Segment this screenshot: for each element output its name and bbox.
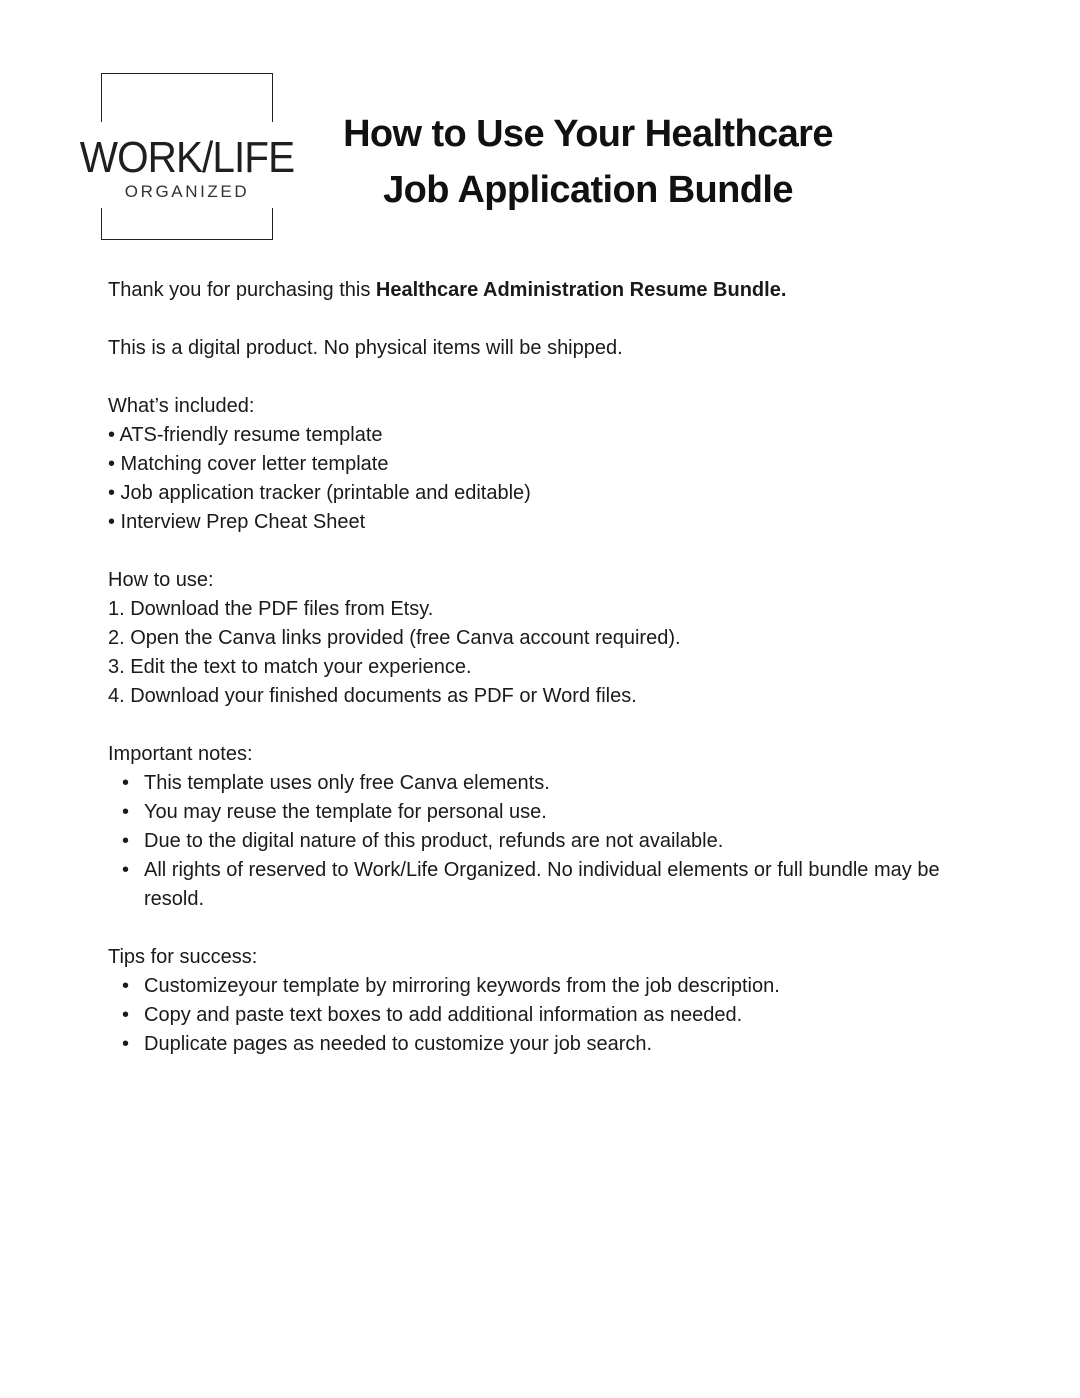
- page-title-line-1: How to Use Your Healthcare: [343, 113, 833, 155]
- notes-item: • This template uses only free Canva elements.: [144, 769, 988, 798]
- included-item: • Matching cover letter template: [108, 453, 389, 475]
- tips-heading: Tips for success:: [108, 946, 258, 968]
- document-body: [108, 276, 988, 1059]
- included-heading: What’s included:: [108, 395, 255, 417]
- intro-text: Thank you for purchasing this: [108, 279, 376, 301]
- logo-main-text: WORK/LIFE: [79, 133, 295, 182]
- how-to-use-step: 3. Edit the text to match your experience.: [108, 656, 472, 678]
- tips-list: [108, 972, 988, 1059]
- tips-item: • Copy and paste text boxes to add additional information as needed.: [144, 1001, 988, 1030]
- tips-item: • Customizeyour template by mirroring keywords from the job description.: [144, 972, 988, 1001]
- included-item: • Job application tracker (printable and editable): [108, 482, 531, 504]
- notes-item: • You may reuse the template for personal use.: [144, 798, 988, 827]
- included-item: • ATS-friendly resume template: [108, 424, 383, 446]
- page-title: [300, 106, 876, 218]
- included-item: • Interview Prep Cheat Sheet: [108, 511, 366, 533]
- notes-item: • All rights of reserved to Work/Life Organized. No individual elements or full bundle may be resold.: [144, 856, 988, 914]
- notes-list: [108, 769, 988, 914]
- product-name: Healthcare Administration Resume Bundle.: [375, 279, 787, 301]
- notes-heading: Important notes:: [108, 743, 253, 765]
- notes-item: • Due to the digital nature of this product, refunds are not available.: [144, 827, 988, 856]
- intro-paragraph: [108, 276, 988, 305]
- logo-sub-text: ORGANIZED: [124, 182, 250, 201]
- how-to-use-step: 1. Download the PDF files from Etsy.: [108, 598, 434, 620]
- how-to-use-heading: How to use:: [108, 569, 214, 591]
- digital-notice: This is a digital product. No physical items will be shipped.: [108, 337, 623, 359]
- tips-item: • Duplicate pages as needed to customize your job search.: [144, 1030, 988, 1059]
- how-to-use-step: 4. Download your finished documents as PDF or Word files.: [108, 685, 637, 707]
- how-to-use-step: 2. Open the Canva links provided (free Canva account required).: [108, 627, 681, 649]
- page-title-line-2: Job Application Bundle: [383, 169, 793, 211]
